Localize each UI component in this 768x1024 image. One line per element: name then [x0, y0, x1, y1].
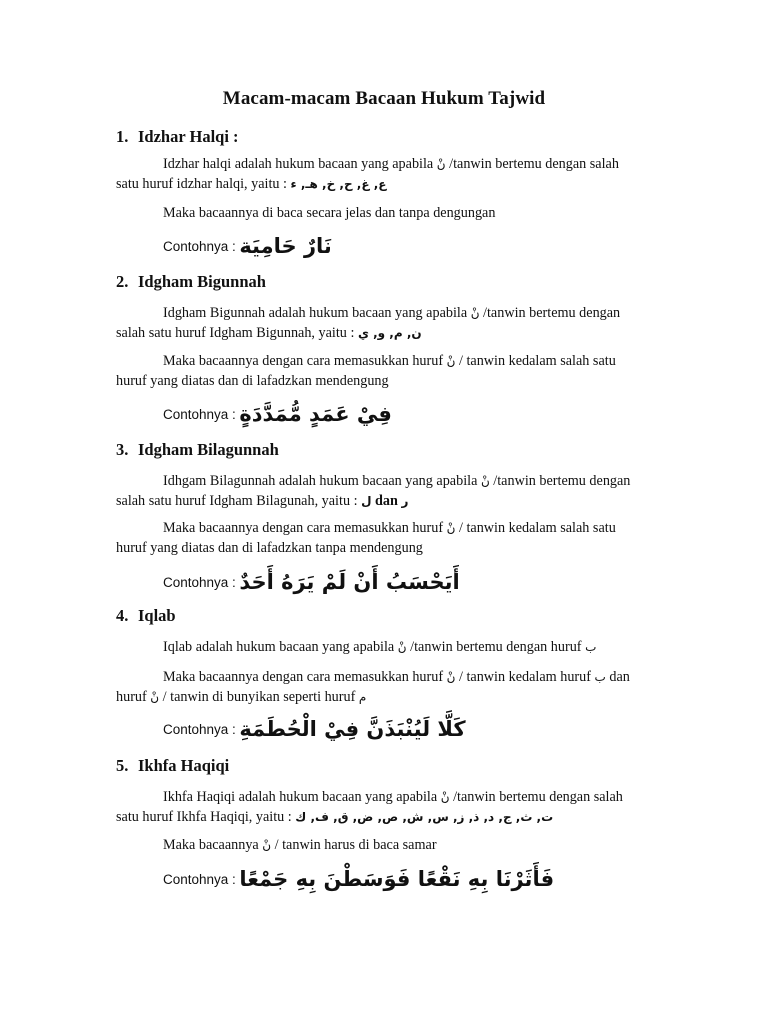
- paragraph-definition: Ikhfa Haqiqi adalah hukum bacaan yang apabila نْ /tanwin bertemu dengan salah satu huruf Ikhfa Haqiqi, yaitu : ت, ث, ج, د, ذ, ز, س, ش, ص, ض, ق, ف, ك: [116, 789, 623, 825]
- example-line: [163, 402, 392, 426]
- noon-sukun-glyph: نْ: [262, 838, 272, 852]
- example-arabic-text: فَأَثَرْنَا بِهِ نَقْعًا فَوَسَطْنَ بِهِ جَمْعًا: [239, 867, 555, 891]
- arabic-letter-ra: ر: [401, 494, 409, 508]
- noon-sukun-glyph: نْ: [470, 306, 480, 320]
- section-number: 1.: [116, 127, 129, 146]
- example-label: Contohnya :: [163, 239, 236, 254]
- section-title: Idgham Bilagunnah: [138, 440, 279, 459]
- section-title: Ikhfa Haqiqi: [138, 756, 230, 775]
- conjunction-dan: dan: [375, 493, 398, 509]
- arabic-letter-ba: ب: [585, 640, 597, 654]
- example-arabic-text: فِيْ عَمَدٍ مُّمَدَّدَةٍ: [239, 402, 392, 426]
- paragraph-definition: Idgham Bigunnah adalah hukum bacaan yang apabila نْ /tanwin bertemu dengan salah satu huruf Idgham Bigunnah, yaitu : ن, م, و, ي: [116, 305, 621, 341]
- noon-sukun-glyph: نْ: [440, 790, 450, 804]
- section-title: Idzhar Halqi :: [138, 127, 239, 146]
- example-line: [163, 234, 332, 258]
- section-heading-ikhfa-haqiqi: [116, 756, 229, 776]
- arabic-letter-list: ن, م, و, ي: [357, 326, 422, 340]
- example-arabic-text: كَلَّا لَيُنْبَذَنَّ فِيْ الْحُطَمَةِ: [239, 717, 466, 741]
- paragraph-definition: Idzhar halqi adalah hukum bacaan yang apabila نْ /tanwin bertemu dengan salah satu huruf idzhar halqi, yaitu : ع, غ, ح, خ, هـ, ء: [116, 156, 619, 192]
- paragraph-definition: Idhgam Bilagunnah adalah hukum bacaan yang apabila نْ /tanwin bertemu dengan salah satu huruf Idgham Bilagunah, yaitu : ل dan ر: [116, 473, 631, 509]
- section-heading-idgham-bigunnah: [116, 272, 266, 292]
- noon-sukun-glyph: نْ: [150, 690, 160, 704]
- paragraph-definition: Iqlab adalah hukum bacaan yang apabila نْ /tanwin bertemu dengan huruf ب: [163, 639, 597, 655]
- paragraph-reading-rule: Maka bacaannya di baca secara jelas dan tanpa dengungan: [163, 205, 496, 221]
- section-heading-iqlab: [116, 606, 176, 626]
- section-number: 2.: [116, 272, 129, 291]
- arabic-letter-lam: ل: [361, 494, 372, 508]
- section-number: 5.: [116, 756, 129, 775]
- example-line: [163, 717, 466, 741]
- example-label: Contohnya :: [163, 872, 236, 887]
- noon-sukun-glyph: نْ: [480, 474, 490, 488]
- arabic-letter-mim: م: [358, 690, 367, 704]
- paragraph-reading-rule: Maka bacaannya dengan cara memasukkan huruf نْ / tanwin kedalam salah satu huruf yang diatas dan di lafadzkan tanpa mendengung: [116, 520, 616, 556]
- section-title: Idgham Bigunnah: [138, 272, 266, 291]
- arabic-letter-list: ع, غ, ح, خ, هـ, ء: [290, 177, 387, 191]
- example-label: Contohnya :: [163, 407, 236, 422]
- example-label: Contohnya :: [163, 722, 236, 737]
- section-heading-idgham-bilagunnah: [116, 440, 279, 460]
- paragraph-reading-rule: Maka bacaannya نْ / tanwin harus di baca samar: [163, 837, 437, 853]
- section-number: 4.: [116, 606, 129, 625]
- section-title: Iqlab: [138, 606, 176, 625]
- section-heading-idzhar-halqi: [116, 127, 239, 147]
- example-line: [163, 867, 554, 891]
- example-arabic-text: أَيَحْسَبُ أَنْ لَمْ يَرَهُ أَحَدٌ: [239, 570, 460, 594]
- noon-sukun-glyph: نْ: [446, 670, 456, 684]
- noon-sukun-glyph: نْ: [436, 157, 446, 171]
- noon-sukun-glyph: نْ: [446, 354, 456, 368]
- arabic-letter-list: ت, ث, ج, د, ذ, ز, س, ش, ص, ض, ق, ف, ك: [295, 810, 554, 824]
- noon-sukun-glyph: نْ: [397, 640, 407, 654]
- document-title: Macam-macam Bacaan Hukum Tajwid: [222, 88, 546, 109]
- example-arabic-text: نَارٌ حَامِيَة: [239, 234, 332, 258]
- example-label: Contohnya :: [163, 575, 236, 590]
- example-line: [163, 570, 460, 594]
- paragraph-reading-rule: Maka bacaannya dengan cara memasukkan huruf نْ / tanwin kedalam salah satu huruf yang diatas dan di lafadzkan mendengung: [116, 353, 616, 389]
- paragraph-reading-rule: Maka bacaannya dengan cara memasukkan huruf نْ / tanwin kedalam huruf ب dan huruf نْ / tanwin di bunyikan seperti huruf م: [116, 669, 630, 705]
- noon-sukun-glyph: نْ: [446, 521, 456, 535]
- arabic-letter-ba: ب: [594, 670, 606, 684]
- section-number: 3.: [116, 440, 129, 459]
